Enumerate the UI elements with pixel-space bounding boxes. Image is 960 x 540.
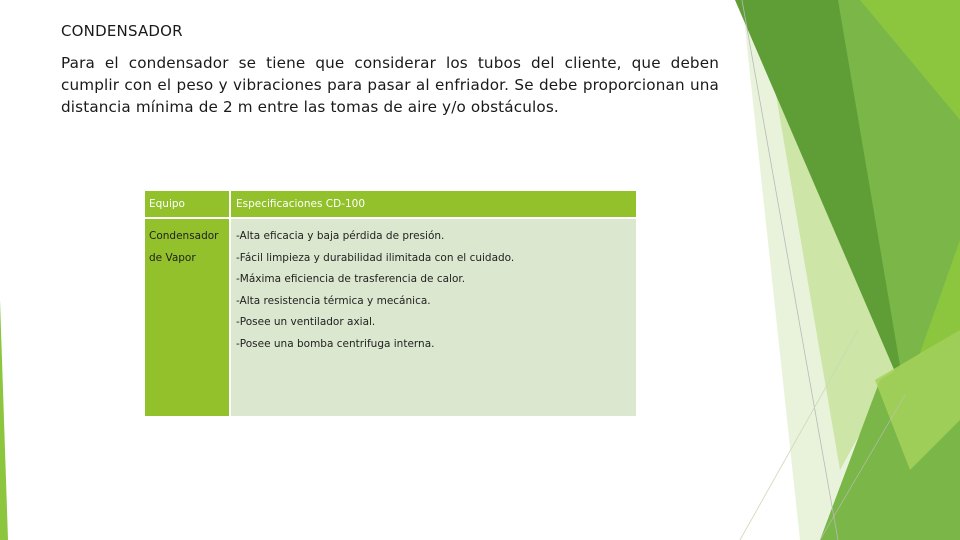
table-row (145, 218, 636, 416)
spec-line: -Alta eficacia y baja pérdida de presión. (236, 230, 445, 242)
specifications-cell (230, 218, 636, 416)
equipment-line: de Vapor (149, 251, 196, 264)
header-equipo: Equipo (145, 191, 230, 218)
equipment-line: Condensador (149, 230, 219, 242)
left-edge-shape (0, 300, 8, 540)
header-especificaciones: Especificaciones CD-100 (230, 191, 636, 218)
specifications-table (145, 191, 636, 416)
slide-title: CONDENSADOR (61, 22, 183, 40)
spec-line: -Alta resistencia térmica y mecánica. (236, 294, 431, 307)
spec-line: -Posee una bomba centrifuga interna. (236, 337, 435, 350)
spec-line: -Máxima eficiencia de trasferencia de calor. (236, 273, 466, 285)
intro-paragraph: Para el condensador se tiene que considerar los tubos del cliente, que deben cumplir con el peso y vibraciones para pasar al enfriador. Se debe proporcionan una distancia mínima de 2 m entre las tomas de aire y/o obstáculos. (61, 54, 719, 116)
spec-line: -Fácil limpieza y durabilidad ilimitada con el cuidado. (236, 251, 515, 264)
equipment-cell (145, 218, 230, 416)
table-header-row (145, 191, 636, 218)
spec-line: -Posee un ventilador axial. (236, 316, 376, 328)
